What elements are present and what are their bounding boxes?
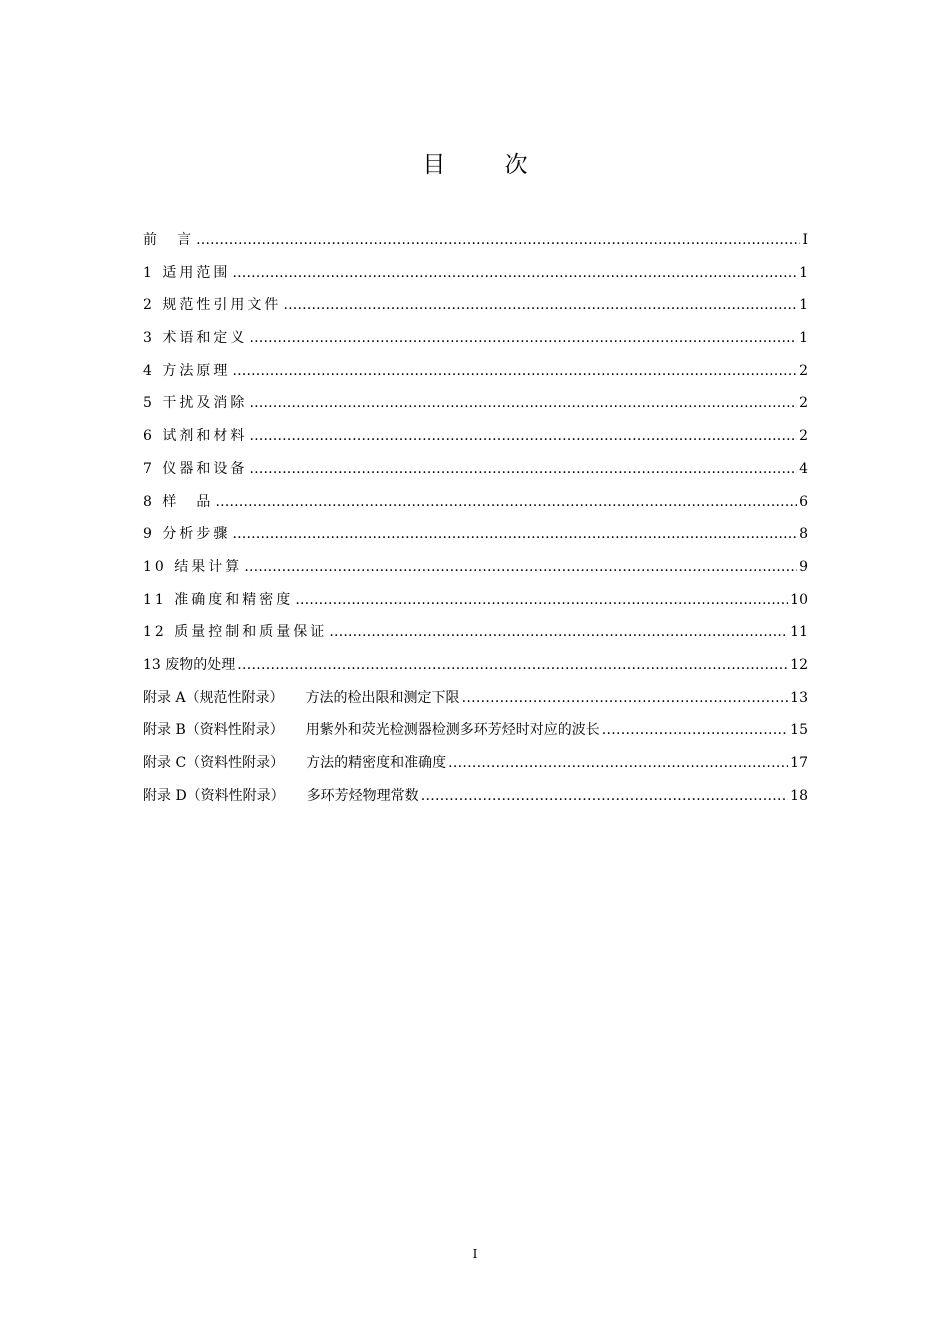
toc-leader-dots (249, 322, 797, 355)
toc-leader-dots (602, 714, 788, 747)
annex-type: 附录 B（资料性附录） (143, 722, 284, 739)
toc-entry-method-principle[interactable] (143, 355, 808, 388)
toc-entry-label (143, 714, 600, 747)
toc-entry-label (143, 780, 419, 813)
toc-entry-page: 9 (799, 558, 808, 575)
toc-entry-page: 2 (799, 395, 808, 412)
toc-leader-dots (249, 420, 797, 453)
toc-leader-dots (462, 682, 789, 715)
page-title: 目 次 (422, 152, 554, 178)
annex-type: 附录 C（资料性附录） (143, 755, 285, 771)
toc-entry-annex-b[interactable] (143, 714, 808, 747)
toc-entry-label: 6 试剂和材料 (143, 428, 248, 445)
table-of-contents (143, 224, 808, 812)
toc-entry-page: 2 (799, 428, 808, 445)
toc-leader-dots (295, 584, 788, 617)
toc-entry-page: 1 (799, 330, 808, 347)
annex-title: 多环芳烃物理常数 (306, 787, 419, 804)
toc-entry-scope[interactable] (143, 257, 808, 290)
toc-entry-terms-definitions[interactable] (143, 322, 808, 355)
toc-entry-page: 10 (790, 591, 808, 608)
toc-entry-page: 18 (790, 787, 808, 804)
toc-leader-dots (283, 289, 797, 322)
toc-entry-samples[interactable] (143, 486, 808, 519)
toc-entry-page: 13 (790, 689, 808, 706)
toc-leader-dots (249, 387, 797, 420)
toc-entry-page: 2 (799, 362, 808, 379)
toc-entry-waste-disposal[interactable] (143, 649, 808, 682)
toc-leader-dots (196, 224, 800, 257)
toc-entry-label: 12 质量控制和质量保证 (143, 624, 328, 641)
toc-entry-label: 4 方法原理 (143, 362, 231, 379)
toc-entry-reagents-materials[interactable] (143, 420, 808, 453)
toc-entry-quality-control[interactable] (143, 616, 808, 649)
toc-entry-page: 12 (790, 656, 808, 673)
annex-title: 方法的精密度和准确度 (306, 755, 447, 771)
toc-entry-label: 10 结果计算 (143, 558, 243, 575)
toc-leader-dots (215, 486, 797, 519)
toc-entry-label (143, 747, 446, 780)
toc-leader-dots (237, 649, 788, 682)
toc-entry-annex-c[interactable] (143, 747, 808, 780)
toc-entry-interference[interactable] (143, 387, 808, 420)
toc-entry-annex-d[interactable] (143, 780, 808, 813)
toc-entry-annex-a[interactable] (143, 682, 808, 715)
toc-leader-dots (232, 355, 797, 388)
toc-entry-page: 1 (799, 297, 808, 314)
toc-entry-label: 5 干扰及消除 (143, 395, 248, 412)
toc-entry-label: 9 分析步骤 (143, 526, 231, 543)
annex-type: 附录 A（规范性附录） (143, 689, 284, 706)
toc-entry-analysis-steps[interactable] (143, 518, 808, 551)
annex-title: 用紫外和荧光检测器检测多环芳烃时对应的波长 (305, 722, 600, 739)
toc-entry-page: 17 (790, 755, 808, 771)
toc-entry-label (143, 682, 460, 715)
toc-entry-page: 6 (799, 493, 808, 510)
toc-entry-label: 2 规范性引用文件 (143, 297, 282, 314)
toc-entry-page: I (802, 232, 808, 248)
toc-leader-dots (249, 453, 797, 486)
annex-title: 方法的检出限和测定下限 (305, 689, 460, 706)
toc-leader-dots (329, 616, 788, 649)
toc-leader-dots (448, 747, 788, 780)
toc-entry-label: 1 适用范围 (143, 264, 231, 281)
toc-entry-label: 11 准确度和精密度 (143, 591, 294, 608)
toc-entry-normative-references[interactable] (143, 289, 808, 322)
toc-entry-apparatus[interactable] (143, 453, 808, 486)
toc-entry-page: 11 (790, 624, 808, 641)
annex-type: 附录 D（资料性附录） (143, 787, 285, 804)
toc-leader-dots (421, 780, 788, 813)
toc-entry-label: 3 术语和定义 (143, 330, 248, 347)
toc-entry-page: 15 (790, 722, 808, 739)
toc-entry-calculation[interactable] (143, 551, 808, 584)
toc-entry-foreword[interactable] (143, 224, 808, 257)
toc-entry-page: 1 (799, 264, 808, 281)
toc-leader-dots (244, 551, 797, 584)
toc-entry-label: 7 仪器和设备 (143, 460, 248, 477)
toc-entry-label: 8 样 品 (143, 493, 214, 510)
page-number: I (472, 1247, 478, 1261)
toc-entry-page: 8 (799, 526, 808, 543)
toc-leader-dots (232, 257, 797, 290)
toc-entry-accuracy-precision[interactable] (143, 584, 808, 617)
toc-entry-page: 4 (799, 460, 808, 477)
toc-entry-label: 13 废物的处理 (143, 656, 236, 673)
toc-entry-label: 前 言 (143, 232, 194, 248)
toc-leader-dots (232, 518, 797, 551)
